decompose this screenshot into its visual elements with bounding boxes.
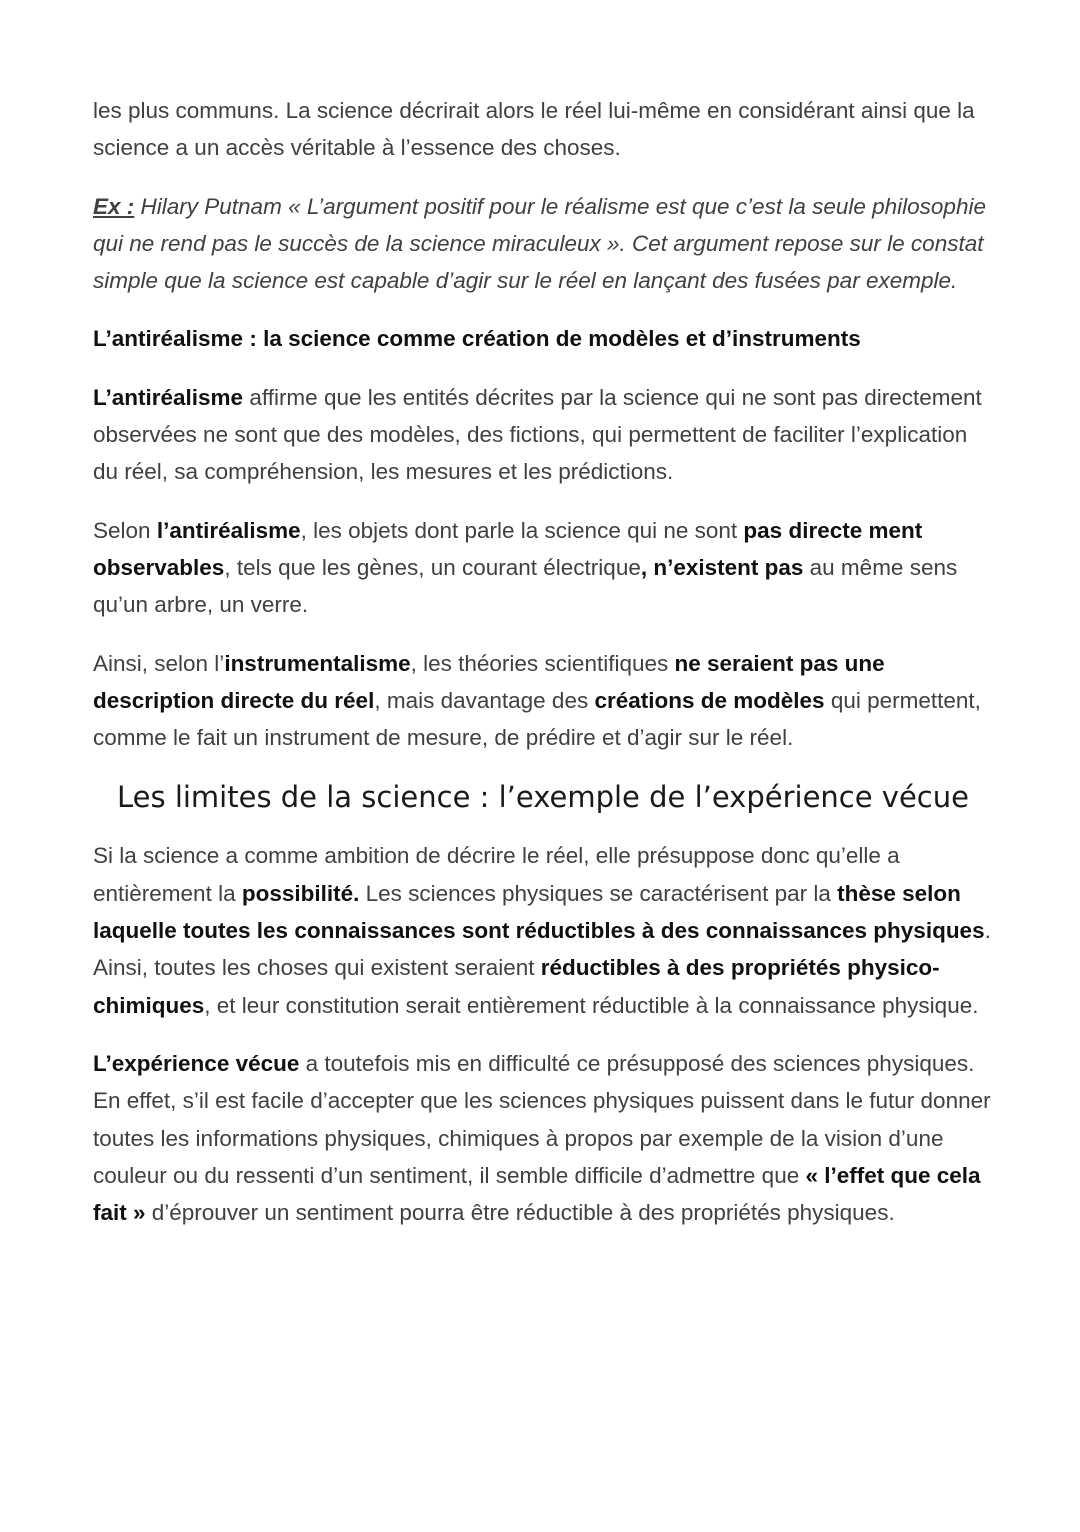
text-run: au même sens qu’un arbre, un verre.	[93, 554, 958, 618]
text-run: . Ainsi, toutes les choses qui existent seraient	[93, 918, 991, 981]
example-text: Hilary Putnam « L’argument positif pour le réalisme est que c’est la seule philosophie qui ne rend pas le succès de la science miraculeux ». Cet argument repose sur le constat simple que la science est capable d’agir sur le réel en lançant des fusées par exemple.	[93, 193, 986, 294]
text-run: Ainsi, selon l’	[93, 650, 225, 676]
instrumentalism-paragraph	[93, 645, 993, 757]
bold-term: L’expérience vécue	[93, 1050, 300, 1076]
example-label: Ex :	[93, 193, 135, 219]
text-run: , tels que les gènes, un courant électrique	[224, 554, 641, 580]
bold-term: ne seraient pas une description directe du réel	[93, 650, 885, 713]
bold-term: réductibles à des propriétés physico-chimiques	[93, 955, 940, 1018]
bold-term: pas directe ment observables	[93, 517, 923, 580]
bold-term: l’antiréalisme	[156, 517, 301, 543]
limits-heading: Les limites de la science : l’exemple de l’expérience vécue	[117, 780, 969, 815]
text-run: Selon	[93, 517, 157, 543]
bold-term: possibilité.	[241, 880, 360, 906]
putnam-example-paragraph	[93, 188, 993, 300]
bold-term: instrumentalisme	[224, 650, 411, 676]
text-run: , et leur constitution serait entièrement réductible à la connaissance physique.	[204, 992, 979, 1018]
lived-experience-paragraph	[93, 1045, 993, 1231]
antirealism-heading: L’antiréalisme : la science comme création de modèles et d’instruments	[93, 326, 861, 352]
text-run: qui permettent, comme le fait un instrument de mesure, de prédire et d’agir sur le réel.	[93, 687, 981, 751]
document-page	[93, 92, 993, 1252]
antirealism-term: L’antiréalisme	[93, 384, 244, 410]
text-run: Les sciences physiques se caractérisent par la	[359, 880, 838, 906]
bold-term: thèse selon laquelle toutes les connaissances sont réductibles à des connaissances physiques	[93, 880, 985, 944]
text-run: , les objets dont parle la science qui ne sont	[300, 517, 744, 543]
text-run: , mais davantage des	[374, 687, 595, 713]
limits-reduction-paragraph	[93, 837, 993, 1023]
text-run: a toutefois mis en difficulté ce présupposé des sciences physiques. En effet, s’il est facile d’accepter que les sciences physiques puissent dans le futur donner toutes les informations physiques, chimiques à propos par exemple de la vision d’une couleur ou du ressenti d’un sentiment, il semble difficile d’admettre que	[93, 1050, 991, 1188]
text-run: d’éprouver un sentiment pourra être réductible à des propriétés physiques.	[145, 1200, 895, 1226]
bold-term: « l’effet que cela fait »	[93, 1162, 981, 1226]
antirealism-definition-text: affirme que les entités décrites par la science qui ne sont pas directement observées ne sont que des modèles, des fictions, qui permettent de faciliter l’explication du réel, sa compréhension, les mesures et les prédictions.	[93, 384, 982, 485]
text-run: , les théories scientifiques	[410, 650, 675, 676]
text-run: Si la science a comme ambition de décrire le réel, elle présuppose donc qu’elle a entièrement la	[93, 843, 900, 906]
intro-paragraph: les plus communs. La science décrirait alors le réel lui-même en considérant ainsi que la science a un accès véritable à l’essence des choses.	[93, 98, 975, 161]
antirealism-objects-paragraph	[93, 512, 993, 624]
bold-term: créations de modèles	[594, 687, 825, 713]
antirealism-definition-paragraph	[93, 379, 993, 491]
bold-term: , n’existent pas	[640, 554, 804, 580]
